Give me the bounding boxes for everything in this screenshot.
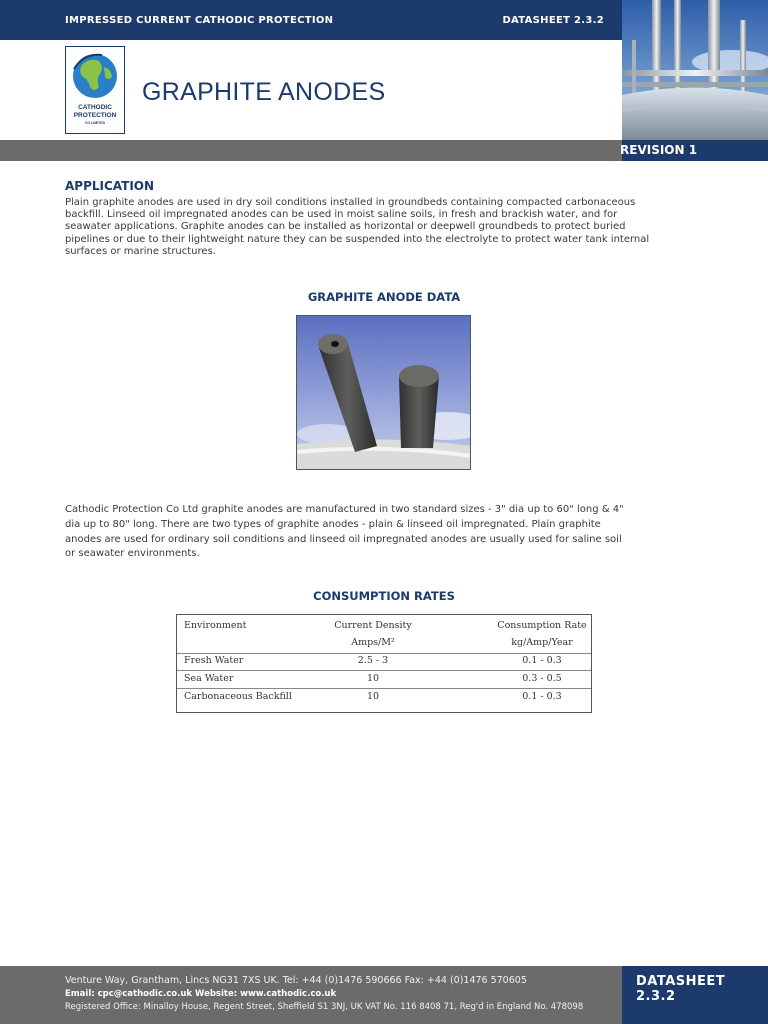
anode-data-line: or seawater environments. <box>65 548 200 560</box>
row-density: 10 <box>366 673 380 684</box>
row-environment: Sea Water <box>184 673 234 684</box>
anode-data-heading: GRAPHITE ANODE DATA <box>307 290 461 304</box>
logo-line-2: PROTECTION <box>73 112 117 119</box>
row-density: 2.5 - 3 <box>357 655 389 666</box>
row-environment: Fresh Water <box>184 655 244 666</box>
application-text <box>65 197 685 258</box>
top-header-bar <box>0 0 622 40</box>
logo-line-1: CATHODIC <box>78 104 112 111</box>
footer-registered: Registered Office: Minalloy House, Regent Street, Sheffield S1 3NJ, UK VAT No. 116 8408 71, Reg'd in England No. 478098 <box>65 1002 584 1012</box>
application-line: pipelines or due to their lightweight nature they can be suspended into the electrolyte to protect water tank internal <box>65 233 650 245</box>
footer-datasheet-badge <box>622 966 768 1024</box>
application-line: seawater applications. Graphite anodes can be installed as horizontal or deepwell groundbeds to protect buried <box>65 221 626 233</box>
graphite-anodes-photo <box>296 315 471 470</box>
header-topic: IMPRESSED CURRENT CATHODIC PROTECTION <box>65 15 334 26</box>
header-environment: Environment <box>184 620 247 631</box>
application-line: surfaces or marine structures. <box>65 245 216 257</box>
revision-label: REVISION 1 <box>620 143 698 157</box>
table-divider <box>177 670 591 671</box>
footer-datasheet-label: DATASHEET <box>636 974 726 989</box>
application-heading: APPLICATION <box>65 179 155 193</box>
row-density: 10 <box>366 691 380 702</box>
anode-data-line: anodes are used for ordinary soil conditions and linseed oil impregnated anodes are usually used for saline soil <box>65 533 622 545</box>
consumption-table <box>176 614 592 713</box>
row-environment: Carbonaceous Backfill <box>184 691 292 702</box>
footer-contact: Email: cpc@cathodic.co.uk Website: www.cathodic.co.uk <box>65 989 337 999</box>
application-line: backfill. Linseed oil impregnated anodes can be used in moist saline soils, in fresh and brackish water, and for <box>65 209 618 221</box>
header-density: Current Density <box>334 620 412 631</box>
table-divider <box>177 653 591 654</box>
footer-bar <box>0 966 622 1024</box>
logo-line-3: CO LIMITED <box>84 121 106 125</box>
row-rate: 0.3 - 0.5 <box>522 673 562 684</box>
footer-address: Venture Way, Grantham, Lincs NG31 7XS UK. Tel: +44 (0)1476 590666 Fax: +44 (0)1476 570605 <box>65 975 527 986</box>
application-line: Plain graphite anodes are used in dry soil conditions installed in groundbeds containing compacted carbonaceous <box>65 197 636 208</box>
anode-data-line: dia up to 80" long. There are two types of graphite anodes - plain & linseed oil impregnated. Plain graphite <box>65 518 601 530</box>
header-rate-unit: kg/Amp/Year <box>511 637 573 648</box>
industrial-pipes-photo <box>622 0 768 140</box>
anode-data-text <box>65 503 675 562</box>
row-rate: 0.1 - 0.3 <box>522 691 562 702</box>
footer-datasheet-number: 2.3.2 <box>636 989 676 1004</box>
anode-data-line: Cathodic Protection Co Ltd graphite anodes are manufactured in two standard sizes - 3" dia up to 60" long & 4" <box>65 504 624 515</box>
header-density-unit: Amps/M² <box>351 637 395 648</box>
page-title: GRAPHITE ANODES <box>142 78 386 106</box>
table-divider <box>177 688 591 689</box>
header-datasheet: DATASHEET 2.3.2 <box>502 15 604 26</box>
row-rate: 0.1 - 0.3 <box>522 655 562 666</box>
header-rate: Consumption Rate <box>497 620 587 631</box>
consumption-heading: CONSUMPTION RATES <box>313 589 455 603</box>
company-logo <box>65 46 125 134</box>
